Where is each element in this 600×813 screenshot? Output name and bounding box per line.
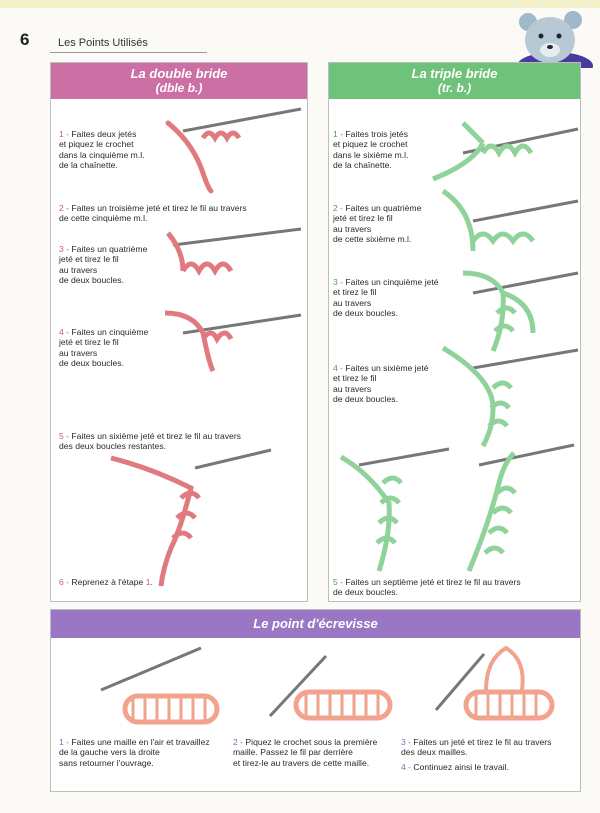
triple-bride-step-5: 5 - Faites un septième jeté et tirez le fil au travers de deux boucles. [333, 577, 521, 598]
step-text: Continuez ainsi le travail. [413, 762, 509, 772]
step-number: 2 [233, 737, 238, 747]
triple-bride-step-1: 1 - Faites trois jetés et piquez le crochet dans le sixième m.l. de la chaînette. [333, 129, 409, 171]
step-number: 1 [333, 129, 338, 139]
ecrevisse-illustration-3 [426, 640, 556, 725]
double-bride-title: La double bride [130, 66, 228, 81]
triple-bride-header [329, 63, 580, 99]
double-bride-step-1: 1 - Faites deux jetés et piquez le crochet dans la cinquième m.l. de la chaînette. [59, 129, 145, 171]
step-text: Reprenez à l'étape [71, 577, 146, 587]
top-color-band [0, 0, 600, 8]
triple-bride-illustration-5 [339, 443, 579, 573]
step-text: Faites un cinquième jeté et tirez le fil au travers de deux boucles. [59, 327, 149, 369]
triple-bride-illustration-2 [433, 191, 578, 261]
triple-bride-illustration-4 [433, 348, 578, 448]
ecrevisse-step-2: 2 - Piquez le crochet sous la première maille. Passez le fil par derrière et tirez-le au travers de cette maille. [233, 737, 378, 768]
ecrevisse-illustration-1 [91, 646, 221, 726]
double-bride-step-3: 3 - Faites un quatrième jeté et tirez le fil au travers de deux boucles. [59, 244, 148, 286]
section-title: Les Points Utilisés [58, 37, 148, 49]
step-text: Faites deux jetés et piquez le crochet dans la cinquième m.l. de la chaînette. [59, 129, 145, 171]
double-bride-illustration-4 [111, 448, 271, 588]
triple-bride-step-2: 2 - Faites un quatrième jeté et tirez le fil au travers de cette sixième m.l. [333, 203, 422, 245]
step-number: 2 [59, 203, 64, 213]
triple-bride-illustration-3 [433, 263, 578, 353]
triple-bride-title: La triple bride [411, 66, 498, 81]
step-number: 5 [59, 431, 64, 441]
page-number: 6 [20, 30, 30, 49]
step-text: Faites un sixième jeté et tirez le fil au travers de deux boucles. [333, 363, 429, 405]
triple-bride-step-3: 3 - Faites un cinquième jeté et tirez le fil au travers de deux boucles. [333, 277, 439, 319]
step-number: 2 [333, 203, 338, 213]
step-number: 4 [59, 327, 64, 337]
step-text: Piquez le crochet sous la première maille. Passez le fil par derrière et tirez-le au travers de cette maille. [233, 737, 378, 768]
triple-bride-panel [328, 62, 581, 602]
triple-bride-illustration-1 [433, 113, 578, 183]
double-bride-step-5: 5 - Faites un sixième jeté et tirez le fil au travers des deux boucles restantes. [59, 431, 241, 452]
ecrevisse-step-4: 4 - Continuez ainsi le travail. [401, 762, 509, 772]
ecrevisse-step-1: 1 - Faites une maille en l'air et travaillez de la gauche vers la droite sans retourner l'ouvrage. [59, 737, 210, 768]
teddy-bear-illustration [505, 8, 595, 68]
step-number: 1 [59, 737, 64, 747]
double-bride-illustration-1 [163, 103, 303, 193]
step-number: 3 [333, 277, 338, 287]
ecrevisse-illustration-2 [266, 646, 396, 726]
double-bride-illustration-2 [163, 221, 303, 281]
step-text: Faites un quatrième jeté et tirez le fil au travers de deux boucles. [59, 244, 148, 286]
step-text: Faites un troisième jeté et tirez le fil au travers de cette cinquième m.l. [59, 203, 247, 224]
point-ecrevisse-panel [50, 609, 581, 792]
step-text: Faites un jeté et tirez le fil au travers des deux mailles. [401, 737, 552, 758]
step-number: 3 [401, 737, 406, 747]
step-reference: 1 [145, 577, 151, 587]
step-text: Faites trois jetés et piquez le crochet dans le sixième m.l. de la chaînette. [333, 129, 409, 171]
point-ecrevisse-title: Le point d'écrevisse [253, 616, 378, 631]
triple-bride-step-4: 4 - Faites un sixième jeté et tirez le fil au travers de deux boucles. [333, 363, 429, 405]
double-bride-step-4: 4 - Faites un cinquième jeté et tirez le fil au travers de deux boucles. [59, 327, 149, 369]
step-number: 5 [333, 577, 338, 587]
double-bride-subtitle: (dble b.) [155, 81, 203, 95]
point-ecrevisse-header [51, 610, 580, 638]
step-text: Faites une maille en l'air et travaillez de la gauche vers la droite sans retourner l'ouvrage. [59, 737, 210, 768]
step-number: 4 [401, 762, 406, 772]
step-number: 4 [333, 363, 338, 373]
header-rule [50, 52, 207, 53]
double-bride-illustration-3 [163, 303, 303, 373]
step-text-end: . [150, 577, 153, 587]
step-number: 6 [59, 577, 64, 587]
step-text: Faites un quatrième jeté et tirez le fil au travers de cette sixième m.l. [333, 203, 422, 245]
step-number: 1 [59, 129, 64, 139]
double-bride-step-6: 6 - Reprenez à l'étape 1. [59, 577, 153, 587]
step-text: Faites un cinquième jeté et tirez le fil au travers de deux boucles. [333, 277, 439, 319]
step-number: 3 [59, 244, 64, 254]
step-text: Faites un septième jeté et tirez le fil au travers de deux boucles. [333, 577, 521, 598]
triple-bride-subtitle: (tr. b.) [437, 81, 472, 95]
double-bride-step-2: 2 - Faites un troisième jeté et tirez le fil au travers de cette cinquième m.l. [59, 203, 247, 224]
double-bride-header [51, 63, 307, 99]
ecrevisse-step-3: 3 - Faites un jeté et tirez le fil au travers des deux mailles. [401, 737, 552, 758]
double-bride-panel [50, 62, 308, 602]
step-text: Faites un sixième jeté et tirez le fil au travers des deux boucles restantes. [59, 431, 241, 452]
